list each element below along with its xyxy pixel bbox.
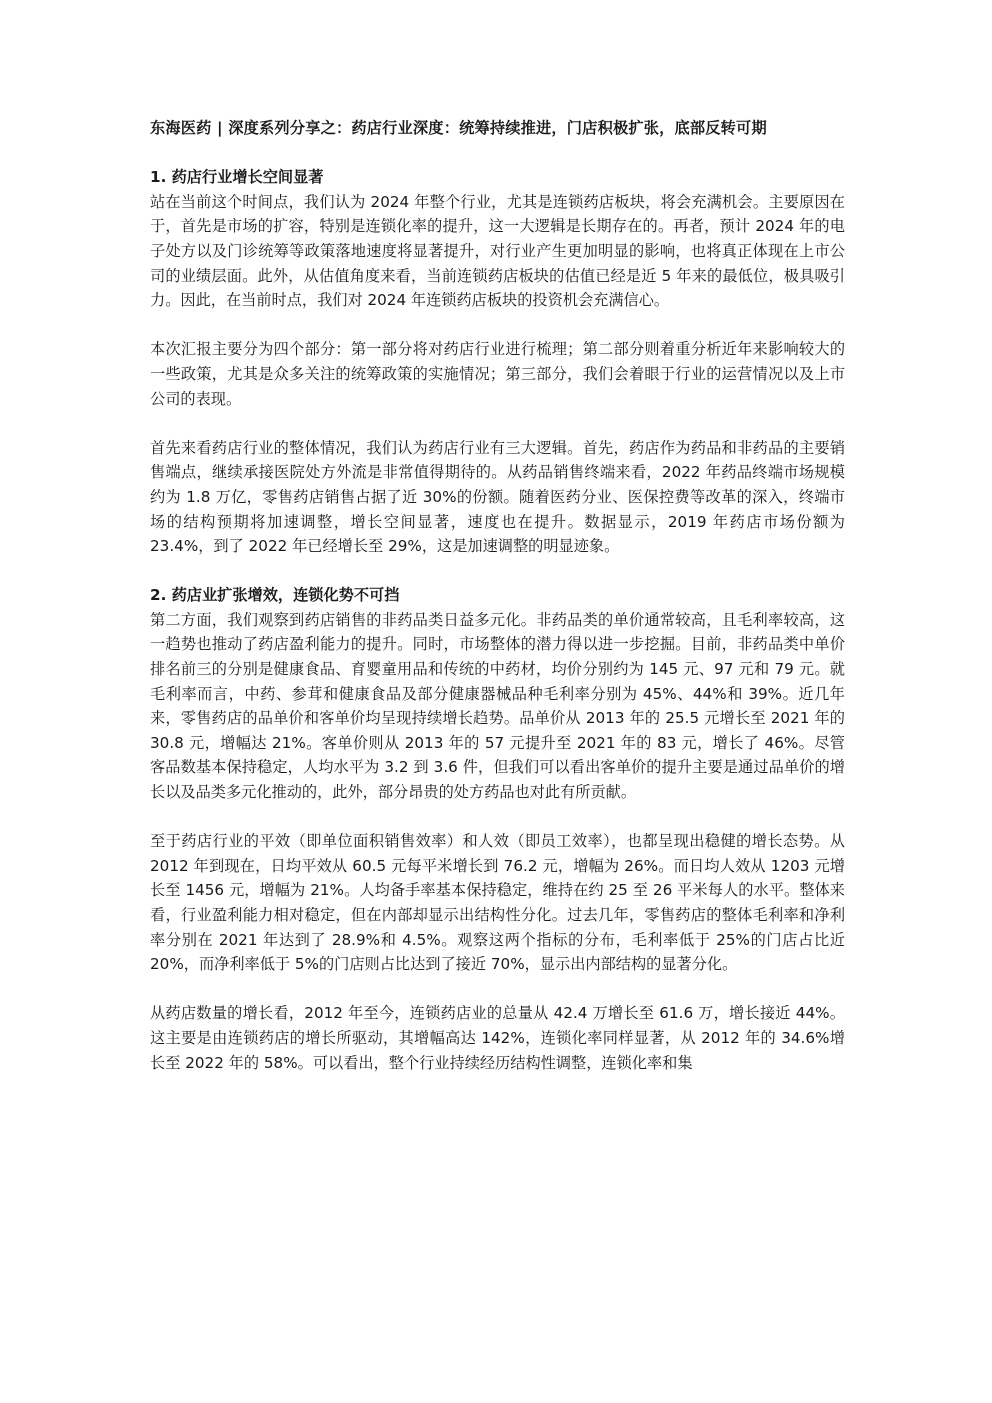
- section-1-paragraph-3: 首先来看药店行业的整体情况，我们认为药店行业有三大逻辑。首先，药店作为药品和非药品的主要销售端点，继续承接医院处方外流是非常值得期待的。从药品销售终端来看，2022 年药品终端市场规模约为 1.8 万亿，零售药店销售占据了近 30%的份额。随着医药分业、医保控费等改革的深入，终端市场的结构预期将加速调整，增长空间显著，速度也在提升。数据显示，2019 年药店市场份额为 23.4%，到了 2022 年已经增长至 29%，这是加速调整的明显迹象。: [150, 438, 845, 556]
- section-1-paragraph-2: 本次汇报主要分为四个部分：第一部分将对药店行业进行梳理；第二部分则着重分析近年来影响较大的一些政策，尤其是众多关注的统筹政策的实施情况；第三部分，我们会着眼于行业的运营情况以及上市公司的表现。: [150, 340, 845, 408]
- document-page: [150, 116, 845, 1075]
- section-2-paragraph-2: 至于药店行业的平效（即单位面积销售效率）和人效（即员工效率），也都呈现出稳健的增长态势。从 2012 年到现在，日均平效从 60.5 元每平米增长到 76.2 元，增幅为 26%。而日均人效从 1203 元增长至 1456 元，增幅为 21%。人均备手率基本保持稳定，维持在约 25 至 26 平米每人的水平。整体来看，行业盈利能力相对稳定，但在内部却显示出结构性分化。过去几年，零售药店的整体毛利率和净利率分别在 2021 年达到了 28.9%和 4.5%。观察这两个指标的分布，毛利率低于 25%的门店占比近 20%，而净利率低于 5%的门店则占比达到了接近 70%，显示出内部结构的显著分化。: [150, 832, 845, 974]
- section-1-heading: 1. 药店行业增长空间显著: [150, 168, 324, 187]
- section-2-paragraph-1: 第二方面，我们观察到药店销售的非药品类日益多元化。非药品类的单价通常较高，且毛利率较高，这一趋势也推动了药店盈利能力的提升。同时，市场整体的潜力得以进一步挖掘。目前，非药品类中单价排名前三的分别是健康食品、育婴童用品和传统的中药材，均价分别约为 145 元、97 元和 79 元。就毛利率而言，中药、参茸和健康食品及部分健康器械品种毛利率分别为 45%、44%和 39%。近几年来，零售药店的品单价和客单价均呈现持续增长趋势。品单价从 2013 年的 25.5 元增长至 2021 年的 30.8 元，增幅达 21%。客单价则从 2013 年的 57 元提升至 2021 年的 83 元，增长了 46%。尽管客品数基本保持稳定，人均水平为 3.2 到 3.6 件，但我们可以看出客单价的提升主要是通过品单价的增长以及品类多元化推动的，此外，部分昂贵的处方药品也对此有所贡献。: [150, 610, 845, 802]
- section-2-heading: 2. 药店业扩张增效，连锁化势不可挡: [150, 586, 400, 605]
- section-1-paragraph-1: 站在当前这个时间点，我们认为 2024 年整个行业，尤其是连锁药店板块，将会充满机会。主要原因在于，首先是市场的扩容，特别是连锁化率的提升，这一大逻辑是长期存在的。再者，预计 2024 年的电子处方以及门诊统筹等政策落地速度将显著提升，对行业产生更加明显的影响，也将真正体现在上市公司的业绩层面。此外，从估值角度来看，当前连锁药店板块的估值已经是近 5 年来的最低位，极具吸引力。因此，在当前时点，我们对 2024 年连锁药店板块的投资机会充满信心。: [150, 192, 845, 310]
- document-title: 东海医药 | 深度系列分享之：药店行业深度：统筹持续推进，门店积极扩张，底部反转可期: [150, 119, 767, 137]
- section-2-paragraph-3: 从药店数量的增长看，2012 年至今，连锁药店业的总量从 42.4 万增长至 61.6 万，增长接近 44%。这主要是由连锁药店的增长所驱动，其增幅高达 142%，连锁化率同样显著，从 2012 年的 34.6%增长至 2022 年的 58%。可以看出，整个行业持续经历结构性调整，连锁化率和集: [150, 1004, 845, 1072]
